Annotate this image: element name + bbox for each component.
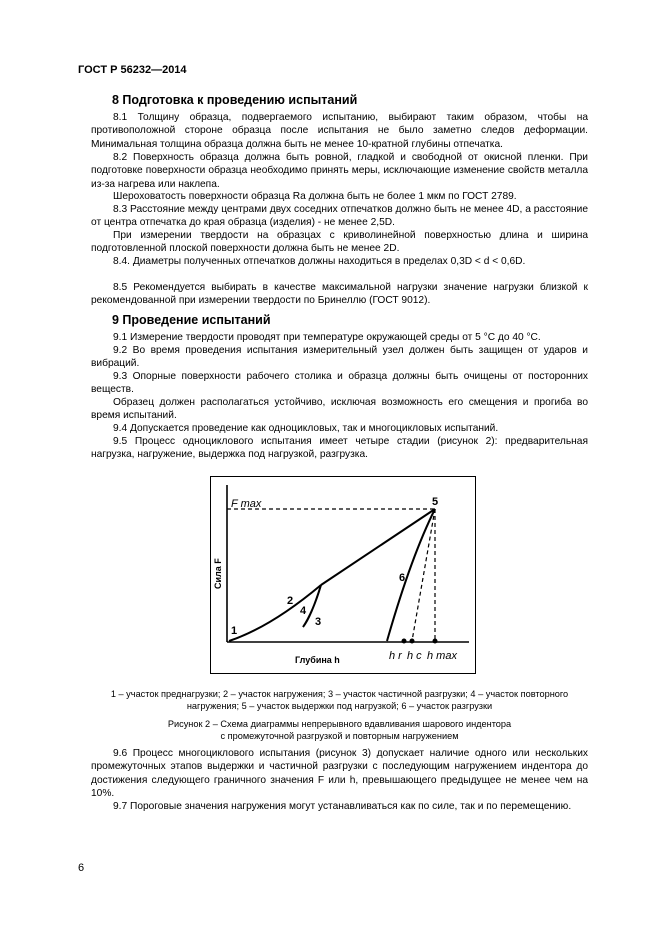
figure-2-frame (210, 476, 476, 674)
para-9-5: 9.5 Процесс одноциклового испытания имеет четыре стадии (рисунок 2): предварительная нагрузка, нагружение, выдержка под нагрузкой, разгрузка. (91, 436, 588, 461)
loading-curve (229, 585, 321, 641)
para-8-2-roughness: Шероховатость поверхности образца Ra должна быть не более 1 мкм по ГОСТ 2789. (113, 191, 517, 202)
para-9-4: 9.4 Допускается проведение как одноцикловых, так и многоцикловых испытаний. (113, 423, 499, 434)
indentation-diagram (211, 477, 475, 673)
para-9-1: 9.1 Измерение твердости проводят при температуре окружающей среды от 5 °С до 40 °С. (113, 332, 541, 343)
curve-label-3: 3 (315, 616, 322, 628)
para-9-6: 9.6 Процесс многоциклового испытания (рисунок 3) допускает наличие одного или нескольких промежуточных этапов выдержки и частичной разгрузки с последующим нагружением индентора до достижения следующего граничного значения F или h, превышающего предыдущее не менее чем на 10%. (91, 748, 588, 800)
hr-marker (402, 639, 407, 644)
hmax-label: h max (427, 650, 457, 662)
hr-label: h r (389, 650, 402, 662)
curve-label-6: 6 (399, 572, 406, 584)
x-axis-label: Глубина h (295, 655, 340, 665)
curve-label-1: 1 (231, 625, 238, 637)
page-number: 6 (78, 862, 85, 874)
para-8-1: 8.1 Толщину образца, подвергаемого испытанию, выбирают таким образом, чтобы на противоположной стороне образца после испытания не было заметно следов деформации. Минимальная толщина образца должна быть не менее 10-кратной глубины отпечатка. (91, 112, 588, 150)
para-8-2: 8.2 Поверхность образца должна быть ровной, гладкой и свободной от окисной пленки. При подготовке поверхности образца необходимо принять меры, исключающие изменение свойств металла из-за нагрева или наклепа. (91, 152, 588, 190)
figure-legend: 1 – участок преднагрузки; 2 – участок нагружения; 3 – участок частичной разгрузки; 4 – участок повторного нагружения; 5 – участок выдержки под нагрузкой; 6 – участок разгрузки (110, 689, 569, 711)
para-9-2: 9.2 Во время проведения испытания измерительный узел должен быть защищен от ударов и вибраций. (91, 345, 588, 370)
hmax-marker (433, 639, 438, 644)
para-8-3: 8.3 Расстояние между центрами двух соседних отпечатков должно быть не менее 4D, а расстояние от центра отпечатка до края образца (изделия) - не менее 2,5D. (91, 204, 588, 229)
para-9-3: 9.3 Опорные поверхности рабочего столика и образца должны быть очищены от посторонних веществ. (91, 371, 588, 396)
para-9-3-sample: Образец должен располагаться устойчиво, исключая возможность его смещения и прогиба во время испытаний. (91, 397, 588, 422)
curve-label-5: 5 (432, 496, 439, 508)
document-header: ГОСТ Р 56232—2014 (78, 64, 187, 76)
para-8-3-curved: При измерении твердости на образцах с криволинейной поверхностью длина и ширина подготовленной плоской поверхности должна быть не менее 2D. (91, 230, 588, 255)
fmax-label: F max (231, 498, 262, 510)
hc-marker (410, 639, 415, 644)
hc-label: h c (407, 650, 422, 662)
para-8-5: 8.5 Рекомендуется выбирать в качестве максимальной нагрузки значение нагрузки близкой к рекомендованной при измерении твердости по Бринеллю (ГОСТ 9012). (91, 282, 588, 307)
section-9-title: 9 Проведение испытаний (112, 313, 271, 327)
tangent-dashed-line (412, 509, 435, 641)
para-8-4: 8.4. Диаметры полученных отпечатков должны находиться в пределах 0,3D < d < 0,6D. (113, 256, 526, 267)
section-8-title: 8 Подготовка к проведению испытаний (112, 93, 358, 107)
y-axis-label: Сила F (213, 558, 223, 589)
curve-label-2: 2 (287, 595, 294, 607)
unloading-curve (387, 509, 435, 641)
curve-label-4: 4 (300, 605, 307, 617)
figure-caption-line1: Рисунок 2 – Схема диаграммы непрерывного вдавливания шарового индентора (167, 719, 512, 729)
figure-caption-line2: с промежуточной разгрузкой и повторным нагружением (220, 731, 459, 741)
para-9-7: 9.7 Пороговые значения нагружения могут устанавливаться как по силе, так и по перемещению. (113, 801, 572, 812)
